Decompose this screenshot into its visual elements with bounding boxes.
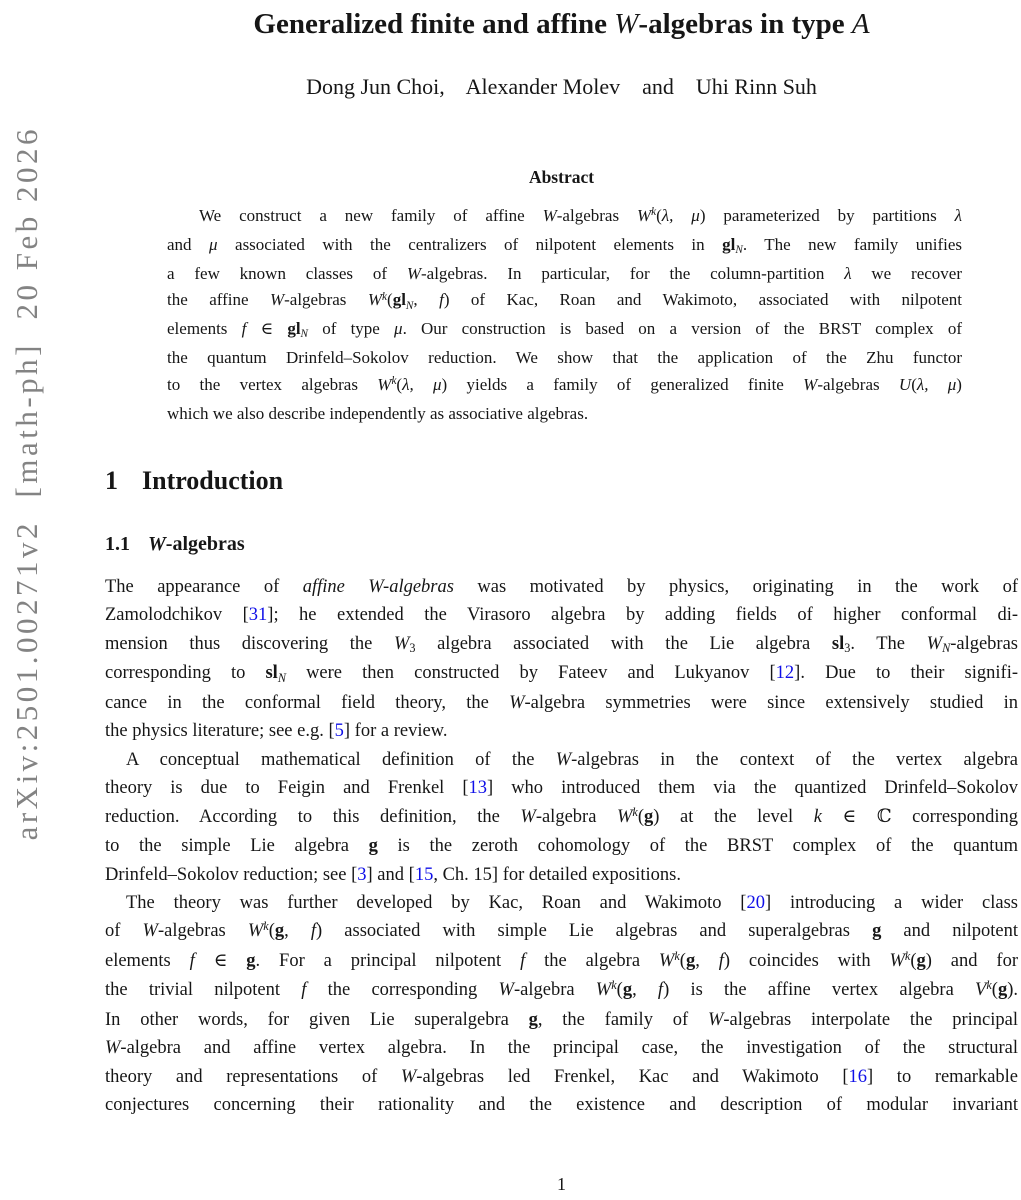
author-line: Dong Jun Choi, Alexander Molev and Uhi Rinn Suh	[306, 74, 817, 99]
text-segment: k	[632, 804, 638, 819]
text-segment: algebra associated with the Lie algebra	[415, 633, 832, 654]
text-segment: g	[872, 921, 882, 942]
text-segment: f	[189, 950, 195, 971]
text-line	[167, 287, 962, 316]
text-segment: A	[851, 8, 870, 40]
text-line	[105, 774, 1018, 802]
text-segment: the algebra	[525, 950, 659, 971]
text-line	[105, 601, 1018, 629]
text-line	[105, 689, 1018, 717]
text-segment: gl	[722, 234, 736, 254]
text-segment: N	[300, 328, 309, 341]
text-segment: ℂ	[876, 805, 892, 827]
text-segment: λ, μ	[402, 374, 442, 394]
text-segment: the quantum Drinfeld–Sokolov reduction. We show that the application of the Zhu functor	[167, 347, 962, 367]
text-segment: In other words, for given Lie superalgebra	[105, 1009, 529, 1030]
text-line	[105, 889, 1018, 917]
text-segment: (	[991, 980, 998, 1001]
text-segment: U	[898, 374, 912, 394]
text-segment: gl	[287, 319, 301, 339]
text-segment: W	[658, 950, 675, 971]
subsection-title	[148, 533, 245, 555]
text-segment: -algebras	[284, 290, 368, 310]
text-segment: which we also describe independently as associative algebras.	[167, 403, 589, 423]
text-segment: elements	[167, 319, 242, 339]
text-segment: W	[509, 692, 525, 713]
text-segment: W	[926, 633, 943, 654]
text-segment: ∈	[194, 950, 247, 971]
text-segment: ] for a review.	[343, 721, 448, 742]
text-segment: g	[997, 980, 1008, 1001]
text-line	[105, 947, 1018, 976]
text-segment: g	[622, 980, 633, 1001]
body-text	[105, 573, 1018, 1120]
text-segment: λ, μ	[916, 374, 957, 394]
text-segment: f	[301, 980, 307, 1001]
text-segment: f	[657, 980, 664, 1001]
text-segment: k	[263, 919, 269, 934]
text-segment: W	[542, 206, 557, 225]
text-line	[105, 1034, 1018, 1062]
text-segment: -algebra	[535, 806, 617, 827]
text-line	[105, 659, 1018, 688]
section-heading-introduction	[105, 466, 1018, 496]
text-segment: W	[406, 263, 421, 283]
text-segment: -algebras	[950, 633, 1018, 654]
text-segment: N	[277, 670, 286, 685]
text-segment: elements	[105, 950, 190, 971]
text-segment: N	[735, 243, 743, 256]
text-line	[167, 232, 962, 261]
text-segment: -algebras led Frenkel, Kac and Wakimoto [	[416, 1066, 849, 1087]
text-segment: -algebra symmetries were since extensively studied in	[524, 692, 1018, 713]
text-segment: the trivial nilpotent	[105, 980, 302, 1001]
text-segment: theory and representations of	[105, 1066, 401, 1087]
text-segment: the corresponding	[306, 980, 499, 1001]
text-segment: (	[656, 206, 662, 225]
text-segment: and	[167, 234, 210, 254]
text-segment: W	[269, 290, 285, 310]
text-segment: reduction. According to this definition, the	[105, 806, 521, 827]
text-segment: sl	[265, 663, 278, 684]
text-segment: f	[718, 950, 724, 971]
text-segment: , the family of	[537, 1009, 708, 1030]
text-segment: )	[663, 980, 670, 1001]
text-segment: W	[247, 921, 264, 942]
text-segment: and nilpotent	[881, 921, 1019, 942]
text-segment: μ	[394, 319, 403, 339]
text-segment: is the zeroth cohomology of the BRST complex of the quantum	[377, 836, 1018, 857]
text-segment: )	[723, 950, 731, 971]
text-line	[105, 832, 1018, 860]
text-line	[105, 976, 1018, 1005]
text-segment: ) associated with simple Lie algebras and superalgebras	[316, 921, 873, 942]
text-segment: parameterized by partitions	[705, 206, 955, 225]
text-segment: ) at the level	[653, 806, 814, 827]
text-segment: we recover	[851, 263, 962, 283]
text-segment: (	[637, 806, 645, 827]
text-line	[167, 261, 962, 288]
text-segment: ∈	[246, 319, 288, 339]
text-segment: the physics literature; see e.g. [	[105, 721, 335, 742]
text-line	[167, 372, 962, 401]
text-segment: corresponding	[891, 806, 1018, 827]
page-number: 1	[557, 1174, 566, 1194]
text-segment: Zamolodchikov [	[105, 605, 249, 626]
text-segment: )	[441, 374, 448, 394]
text-segment: W	[105, 1038, 121, 1059]
text-segment: W	[614, 8, 639, 40]
text-segment: ] introducing a wider class	[764, 892, 1018, 913]
text-segment: associated with the centralizers of nilpotent elements in	[217, 234, 723, 254]
text-segment: N	[942, 641, 951, 656]
text-segment: The appearance of	[105, 577, 303, 597]
text-line	[167, 316, 962, 345]
text-line	[105, 861, 1018, 889]
text-line	[167, 345, 962, 372]
text-segment: of type	[308, 319, 395, 339]
text-segment: theory is due to Feigin and Frenkel [	[105, 778, 469, 799]
text-segment: g	[528, 1009, 538, 1030]
text-segment: f	[241, 319, 247, 339]
text-segment: ∈	[821, 806, 877, 827]
text-segment: -algebras	[165, 533, 245, 555]
text-segment: . Our construction is based on a version of the BRST complex of	[402, 319, 963, 339]
text-segment: k	[904, 948, 911, 963]
text-segment: W	[400, 1066, 417, 1087]
text-segment: corresponding to	[105, 663, 266, 684]
citation-link[interactable]: 12	[775, 663, 795, 684]
text-segment: g	[274, 921, 285, 942]
text-segment: yields a family of generalized finite	[447, 374, 804, 394]
text-segment: -algebras	[556, 206, 637, 225]
text-segment: k	[674, 948, 680, 963]
citation-link[interactable]: 13	[468, 778, 488, 799]
text-segment: affine W-algebras	[302, 577, 454, 597]
text-segment: the affine	[167, 290, 270, 310]
text-line	[105, 917, 1018, 946]
text-segment: 3	[409, 641, 416, 656]
text-segment: g	[368, 836, 378, 857]
text-segment: 3	[844, 641, 851, 656]
text-segment: Drinfeld–Sokolov reduction; see [	[105, 864, 358, 885]
text-segment: and for	[931, 950, 1018, 971]
text-segment: (	[911, 374, 917, 394]
text-segment: k	[813, 806, 822, 827]
text-segment: W	[803, 374, 818, 394]
text-segment: N	[405, 299, 414, 312]
text-line	[105, 1091, 1018, 1119]
text-segment: W	[595, 980, 612, 1001]
text-line	[105, 717, 1018, 745]
text-segment: k	[611, 978, 617, 993]
abstract-heading: Abstract	[528, 167, 595, 187]
text-segment: -algebras	[157, 921, 248, 942]
text-segment: We construct a new family of affine	[199, 206, 543, 225]
text-segment: W	[617, 806, 633, 827]
text-segment: coincides with	[730, 950, 890, 971]
text-segment: λ	[844, 263, 852, 283]
text-segment: . The	[850, 633, 927, 654]
text-segment: f	[310, 921, 317, 942]
text-segment: W	[498, 980, 514, 1001]
text-segment: W	[393, 633, 410, 654]
text-line	[105, 630, 1018, 659]
text-segment: (	[679, 950, 686, 971]
text-segment: )	[443, 290, 450, 310]
text-segment: f	[520, 950, 526, 971]
text-segment: ] who introduced them via the quantized Drinfeld–Sokolov	[487, 778, 1018, 799]
text-line	[167, 401, 962, 428]
text-segment: g	[685, 950, 696, 971]
text-segment: )	[925, 950, 932, 971]
text-segment: W	[707, 1009, 724, 1030]
text-segment: W	[889, 950, 905, 971]
paper-title	[105, 4, 1018, 44]
citation-link[interactable]: 31	[248, 605, 268, 626]
text-line	[167, 203, 962, 232]
text-segment: (	[396, 374, 403, 394]
citation-link[interactable]: 20	[746, 892, 765, 913]
subsection-number: 1.1	[105, 533, 130, 555]
text-segment: W	[377, 374, 392, 394]
text-segment: ,	[413, 290, 440, 310]
text-segment: ).	[1007, 980, 1018, 1001]
text-segment: )	[956, 374, 962, 394]
text-segment: to the vertex algebras	[167, 374, 378, 394]
text-segment: The theory was further developed by Kac, Roan and Wakimoto [	[126, 892, 747, 913]
text-segment: (	[910, 950, 917, 971]
text-segment: g	[246, 950, 256, 971]
text-segment: k	[651, 206, 657, 219]
text-segment: ,	[695, 950, 719, 971]
text-segment: were then constructed by Fateev and Lukyanov [	[285, 663, 776, 684]
text-segment: f	[439, 290, 444, 310]
text-segment: -algebra and affine vertex algebra. In the principal case, the investigation of the structural	[120, 1038, 1018, 1059]
text-segment: (	[387, 290, 393, 310]
text-segment: -algebras. In particular, for the column-partition	[420, 263, 845, 283]
text-segment: ] to remarkable	[867, 1066, 1019, 1087]
citation-link[interactable]: 3	[357, 864, 367, 885]
text-segment: is the affine vertex algebra	[669, 980, 976, 1001]
subsection-heading-w-algebras	[105, 533, 1018, 556]
paragraph	[105, 573, 1018, 746]
text-segment: W	[636, 206, 652, 225]
citation-link[interactable]: 15	[414, 864, 434, 885]
text-segment: A conceptual mathematical definition of the	[126, 749, 556, 770]
text-segment: V	[975, 980, 987, 1001]
text-segment: g	[644, 806, 654, 827]
text-segment: to the simple Lie algebra	[105, 836, 369, 857]
text-segment: -algebras	[817, 374, 899, 394]
text-segment: μ	[209, 234, 218, 254]
text-line	[105, 1006, 1018, 1034]
text-segment: W	[520, 806, 536, 827]
citation-link[interactable]: 5	[334, 721, 344, 742]
text-segment: . For a principal nilpotent	[255, 950, 521, 971]
text-segment: k	[986, 978, 992, 993]
text-segment: W	[142, 921, 158, 942]
text-segment: ,	[284, 921, 311, 942]
section-number: 1	[105, 466, 118, 495]
text-line	[105, 573, 1018, 601]
text-segment: of Kac, Roan and Wakimoto, associated with nilpotent	[449, 290, 962, 310]
text-segment: W	[148, 533, 166, 555]
text-segment: λ	[954, 206, 962, 225]
text-segment: conjectures concerning their rationality and the existence and description of modular invariant	[105, 1095, 1018, 1116]
paragraph	[105, 889, 1018, 1120]
text-segment: ,	[632, 980, 658, 1001]
text-segment: k	[391, 375, 397, 388]
text-segment: gl	[392, 290, 406, 310]
text-segment: ]. Due to their signifi-	[794, 663, 1018, 684]
text-line	[105, 746, 1018, 774]
arxiv-watermark-text: arXiv:2501.00271v2 [math-ph] 20 Feb 2026	[9, 125, 44, 841]
text-segment: cance in the conformal field theory, the	[105, 692, 510, 713]
text-segment: k	[382, 290, 388, 303]
text-line	[105, 1063, 1018, 1091]
text-segment: -algebras in the context of the vertex algebra	[571, 749, 1018, 770]
text-segment: W	[555, 749, 572, 770]
text-segment: )	[699, 206, 706, 225]
text-segment: (	[268, 921, 275, 942]
text-segment: -algebras interpolate the principal	[723, 1009, 1018, 1030]
section-title: Introduction	[142, 466, 284, 495]
paragraph	[105, 746, 1018, 889]
text-segment: (	[616, 980, 623, 1001]
text-segment: -algebra	[513, 980, 596, 1001]
text-segment: W	[367, 290, 383, 310]
text-segment: , Ch. 15] for detailed expositions.	[433, 864, 681, 885]
abstract-body	[167, 203, 962, 427]
text-segment: λ, μ	[661, 206, 700, 225]
text-segment: sl	[831, 633, 845, 654]
text-segment: . The new family unifies	[742, 234, 963, 254]
text-segment: g	[916, 950, 926, 971]
text-segment: mension thus discovering the	[105, 633, 394, 654]
text-segment: -algebras in type	[638, 8, 852, 40]
text-segment: Generalized finite and affine	[253, 8, 615, 40]
text-line	[105, 803, 1018, 832]
text-segment: of	[105, 921, 143, 942]
text-segment: ]; he extended the Virasoro algebra by adding fields of higher conformal di-	[267, 605, 1018, 626]
citation-link[interactable]: 16	[848, 1066, 868, 1087]
arxiv-watermark	[6, 88, 48, 878]
text-segment: was motivated by physics, originating in the work of	[453, 577, 1018, 597]
text-segment: ] and [	[366, 864, 415, 885]
text-segment: a few known classes of	[167, 263, 407, 283]
